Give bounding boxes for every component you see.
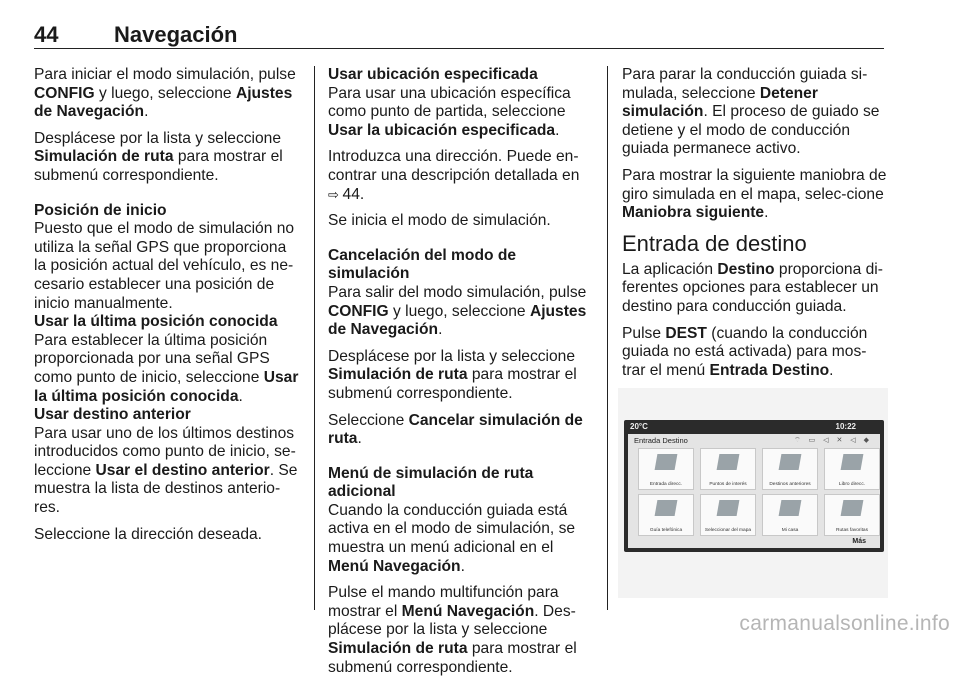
subheading: Menú de simulación de ruta adicional	[328, 464, 534, 501]
paragraph: La aplicación Destino proporciona di-ferentes opciones para establecer un destino para conducción guiada.	[622, 260, 883, 315]
column-divider	[314, 66, 315, 610]
paragraph: Seleccione la dirección deseada.	[34, 525, 262, 543]
paragraph: Para salir del modo simulación, pulse CONFIG y luego, seleccione Ajustes de Navegación.	[328, 283, 587, 339]
paragraph: Se inicia el modo de simulación.	[328, 212, 551, 230]
subheading: Usar ubicación especificada	[328, 66, 538, 83]
paragraph: Puesto que el modo de simulación no utiliza la señal GPS que proporciona la posición actual del vehículo, es ne-cesario establecer una posición de inicio manualmente.	[34, 220, 295, 312]
column-1	[34, 66, 300, 552]
home-icon	[779, 500, 802, 516]
section-title: Navegación	[114, 22, 238, 47]
poi-icon	[717, 454, 740, 470]
column-2	[328, 66, 594, 685]
subheading: Cancelación del modo de simulación	[328, 246, 517, 283]
subheading: Usar destino anterior	[34, 406, 191, 424]
section-heading: Entrada de destino	[622, 230, 807, 256]
tile-points-of-interest[interactable]: Puntos de interés	[700, 448, 756, 490]
paragraph: Desplácese por la lista y seleccione Simulación de ruta para mostrar el submenú correspondiente.	[34, 129, 283, 184]
tile-phonebook[interactable]: Guía telefónica	[638, 494, 694, 536]
map-icon	[655, 454, 678, 470]
infotainment-screen	[624, 420, 884, 552]
paragraph: Para parar la conducción guiada si-mulada, seleccione Detener simulación. El proceso de guiado se detiene y el modo de conducción guiada permanece activo.	[622, 66, 880, 158]
destination-app	[628, 434, 880, 548]
temperature: 20°C	[630, 422, 648, 431]
book-icon	[841, 454, 864, 470]
history-icon	[779, 454, 802, 470]
column-divider	[607, 66, 608, 610]
watermark: carmanualsonline.info	[739, 612, 950, 635]
paragraph: Pulse DEST (cuando la conducción guiada no está activada) para mos-trar el menú Entrada Destino.	[622, 324, 868, 379]
paragraph: Para mostrar la siguiente maniobra de giro simulada en el mapa, selec-cione Maniobra siguiente.	[622, 166, 887, 222]
tile-address-entry[interactable]: Entrada direcc.	[638, 448, 694, 490]
tile-home[interactable]: Mi casa	[762, 494, 818, 536]
tile-select-from-map[interactable]: Seleccionar del mapa	[700, 494, 756, 536]
tile-favorite-routes[interactable]: Rutas favoritas	[824, 494, 880, 536]
page-header	[34, 20, 884, 49]
subheading: Usar la última posición conocida	[34, 313, 278, 331]
status-icons: ⌔ ▭ ◁ ✕ ◁ ◆	[794, 437, 872, 444]
paragraph: Desplácese por la lista y seleccione Simulación de ruta para mostrar el submenú correspondiente.	[328, 347, 577, 402]
paragraph: Seleccione Cancelar simulación de ruta.	[328, 411, 583, 448]
column-3	[622, 66, 888, 388]
paragraph: Para iniciar el modo simulación, pulse CONFIG y luego, seleccione Ajustes de Navegación.	[34, 66, 296, 121]
more-button[interactable]: Más	[852, 538, 866, 545]
page-reference[interactable]: 44	[342, 185, 360, 203]
paragraph: Para usar una ubicación específica como punto de partida, seleccione Usar la ubicación especificada.	[328, 84, 571, 139]
subheading: Posición de inicio	[34, 201, 167, 219]
paragraph: Introduzca una dirección. Puede en-contrar una descripción detallada en ⇨ 44.	[328, 148, 580, 203]
map-pin-icon	[717, 500, 740, 516]
tile-previous-destinations[interactable]: Destinos anteriores	[762, 448, 818, 490]
status-bar	[624, 420, 884, 434]
paragraph: Para establecer la última posición proporcionada por una señal GPS como punto de inicio, seleccione Usar la última posición conocida.	[34, 331, 299, 405]
app-title: Entrada Destino	[634, 436, 688, 445]
phone-icon	[655, 500, 678, 516]
paragraph: Cuando la conducción guiada está activa en el modo de simulación, se muestra un menú adicional en el Menú Navegación.	[328, 501, 576, 575]
paragraph: Para usar uno de los últimos destinos introducidos como punto de inicio, se-leccione Usar el destino anterior. Se muestra la lista de destinos anterio-res.	[34, 424, 298, 517]
page-number: 44	[34, 22, 59, 47]
screen-figure	[618, 388, 888, 598]
clock: 10:22	[835, 422, 856, 431]
route-icon	[841, 500, 864, 516]
paragraph: Pulse el mando multifunción para mostrar el Menú Navegación. Des-plácese por la lista y seleccione Simulación de ruta para mostrar el submenú correspondiente.	[328, 584, 577, 676]
page-ref-arrow-icon: ⇨	[328, 186, 343, 202]
tile-address-book[interactable]: Libro direcc.	[824, 448, 880, 490]
